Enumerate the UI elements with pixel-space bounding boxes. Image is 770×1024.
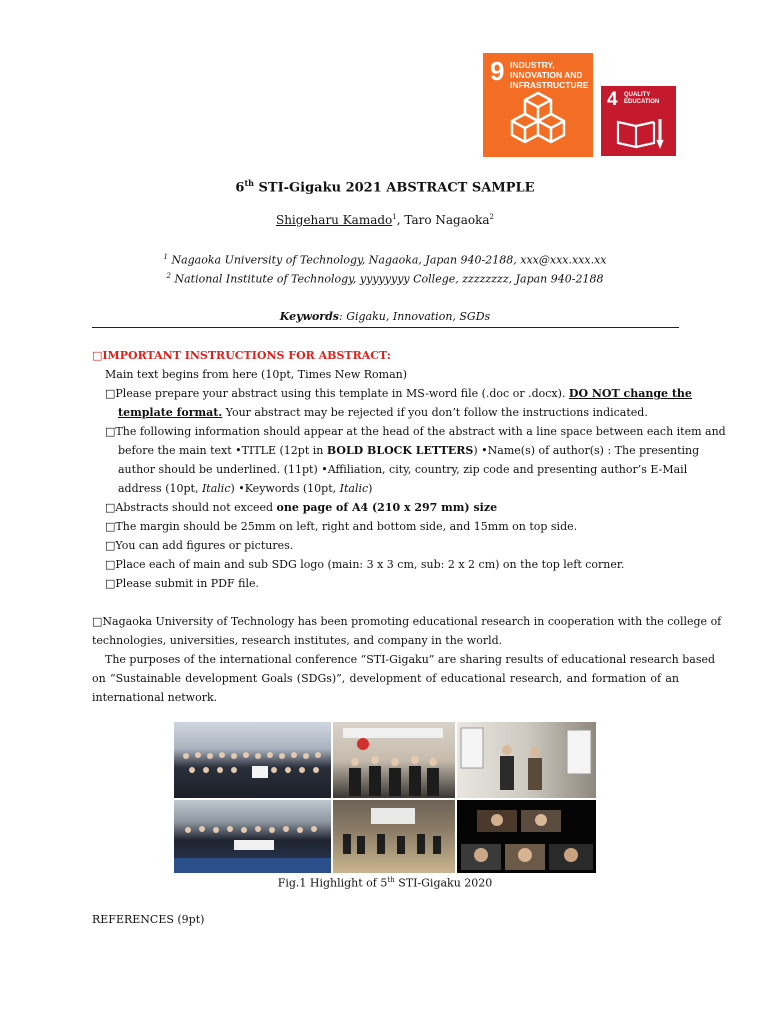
figure-caption: Fig.1 Highlight of 5th STI-Gigaku 2020	[277, 876, 493, 890]
paragraph-1-l1: □Nagaoka University of Technology has been promoting educational research in cooperation with the college of	[92, 615, 722, 628]
paragraph-2-l2: on “Sustainable development Goals (SDGs)”, development of educational research, and formation of an	[92, 672, 679, 685]
divider	[92, 327, 679, 328]
sdg9-logo	[483, 53, 593, 157]
instruction-item-5: □You can add figures or pictures.	[105, 539, 294, 552]
book-icon	[601, 86, 676, 156]
award-photo	[333, 722, 455, 798]
instruction-item-2: □The following information should appear at the head of the abstract with a line space between each item and	[105, 425, 726, 438]
instruction-item-2-l4: address (10pt, Italic) •Keywords (10pt, Italic)	[118, 482, 373, 495]
group-photo-2-figures	[174, 800, 331, 873]
paragraph-1-l2: technologies, universities, research institutes, and company in the world.	[92, 634, 503, 647]
cubes-icon	[483, 53, 593, 157]
figure-collage	[174, 722, 596, 873]
group-photo-2	[174, 800, 331, 873]
affiliation-1: $^1$ Nagaoka University of Technology, Nagaoka, Japan 940-2188, xxx@xxx.xxx.xx	[163, 253, 607, 267]
poster-photo	[457, 722, 596, 798]
instruction-item-1-cont: template format. Your abstract may be rejected if you don’t follow the instructions indicated.	[118, 406, 648, 419]
gym-photo	[333, 800, 455, 873]
poster-photo-figures	[457, 722, 596, 798]
instruction-item-7: □Please submit in PDF file.	[105, 577, 259, 590]
group-photo-figures	[174, 722, 331, 798]
group-photo	[174, 722, 331, 798]
online-session-figures	[457, 800, 596, 873]
authors: Shigeharu Kamado$^1$, Taro Nagaoka$^2$	[275, 213, 494, 227]
gym-photo-figures	[333, 800, 455, 873]
instruction-item-1: □Please prepare your abstract using this template in MS-word file (.doc or .docx). DO NOT change the	[105, 387, 692, 400]
online-session-photo	[457, 800, 596, 873]
sdg4-logo	[601, 86, 676, 156]
sdg4-number: 4	[607, 89, 618, 110]
references-heading: REFERENCES (9pt)	[92, 913, 205, 926]
page-title: 6th STI-Gigaku 2021 ABSTRACT SAMPLE	[235, 178, 535, 196]
instructions-heading: □IMPORTANT INSTRUCTIONS FOR ABSTRACT:	[92, 349, 391, 362]
paragraph-2-l3: international network.	[92, 691, 218, 704]
presenting-author: Shigeharu Kamado	[275, 213, 393, 227]
affiliation-2: $^2$ National Institute of Technology, yyyyyyyy College, zzzzzzzz, Japan 940-2188	[166, 272, 604, 286]
sdg4-text: QUALITY EDUCATION	[624, 92, 660, 105]
sdg9-number: 9	[490, 56, 505, 86]
instruction-item-2-l3: author should be underlined. (11pt) •Affiliation, city, country, zip code and presenting author’s E-Mail	[118, 463, 688, 476]
paragraph-2-l1: The purposes of the international conference “STI-Gigaku” are sharing results of educational research based	[105, 653, 716, 666]
instruction-item-4: □The margin should be 25mm on left, right and bottom side, and 15mm on top side.	[105, 520, 578, 533]
award-photo-figures	[333, 722, 455, 798]
instruction-item-6: □Place each of main and sub SDG logo (main: 3 x 3 cm, sub: 2 x 2 cm) on the top left corner.	[105, 558, 625, 571]
instruction-item-2-l2: before the main text •TITLE (12pt in BOLD BLOCK LETTERS) •Name(s) of author(s) : The presenting	[118, 444, 700, 457]
keywords: Keywords: Gigaku, Innovation, SGDs	[279, 310, 491, 323]
sdg9-text: INDUSTRY, INNOVATION AND INFRASTRUCTURE	[510, 60, 589, 90]
main-text-line: Main text begins from here (10pt, Times New Roman)	[105, 368, 408, 381]
instruction-item-3: □Abstracts should not exceed one page of A4 (210 x 297 mm) size	[105, 501, 498, 514]
